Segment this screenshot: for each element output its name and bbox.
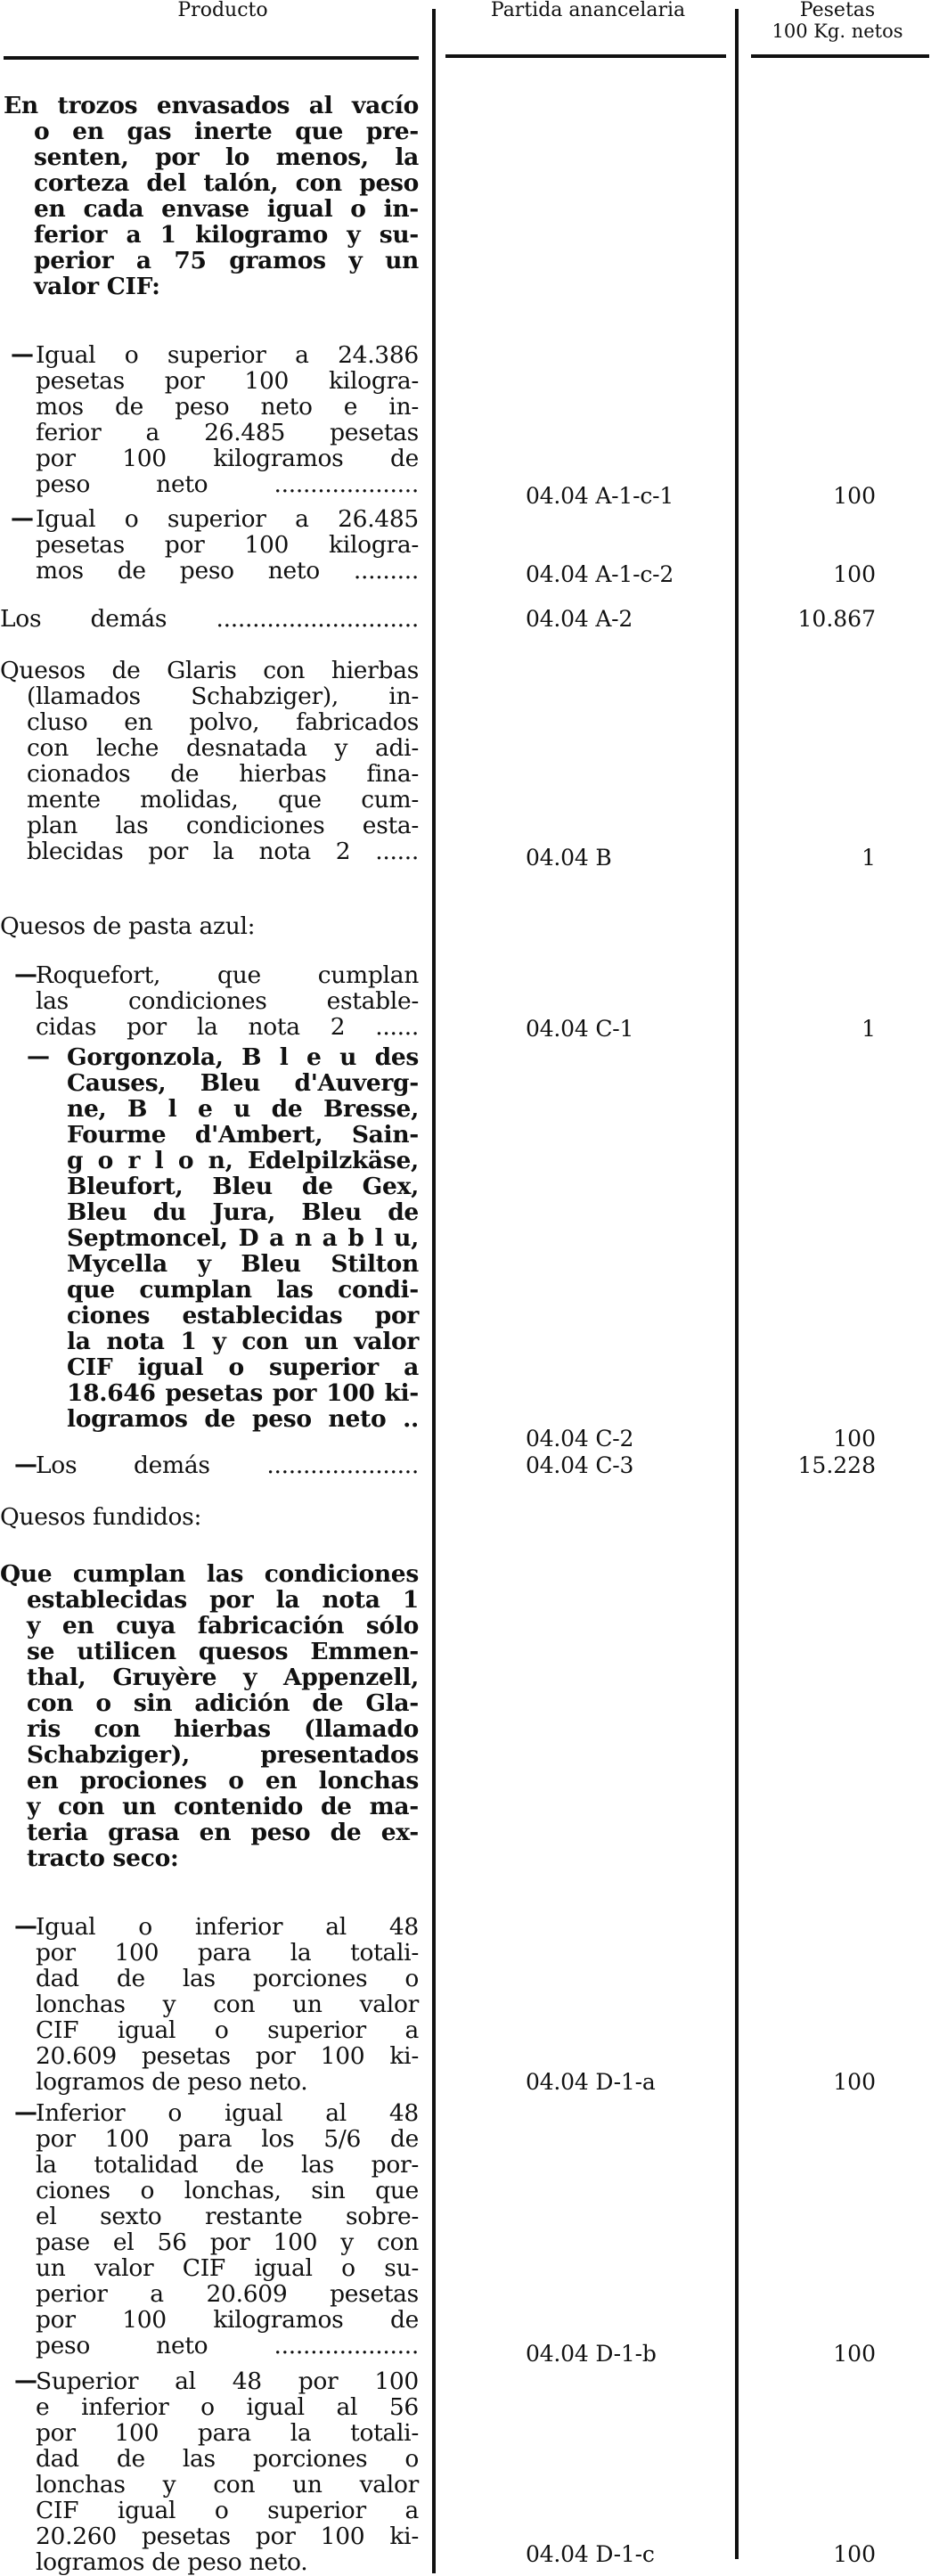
product-description-line: CIF igual o superior a	[67, 1353, 419, 1381]
tariff-code: 04.04 A-1-c-1	[526, 483, 674, 509]
bullet-dash: —	[14, 1452, 37, 1478]
product-description-line: logramos de peso neto.	[36, 2548, 308, 2576]
product-description-line: las condiciones estable-	[36, 987, 419, 1015]
product-description-line: por 100 kilogramos de	[36, 445, 419, 472]
product-description-line: Schabziger), presentados	[27, 1741, 419, 1769]
pesetas-value: 15.228	[797, 1452, 876, 1478]
tariff-code: 04.04 D-1-b	[526, 2341, 657, 2367]
product-description-line: Quesos de Glaris con hierbas	[0, 657, 419, 684]
product-description-line: con leche desnatada y adi-	[27, 734, 419, 762]
product-description-line: ris con hierbas (llamado	[27, 1715, 419, 1743]
tariff-code: 04.04 D-1-a	[526, 2069, 656, 2095]
product-description-line: Quesos de pasta azul:	[0, 912, 256, 940]
header-partida-arancelaria: Partida anancelaria	[490, 0, 686, 21]
product-description-line: Fourme d'Ambert, Sain-	[67, 1121, 419, 1149]
header-rule-partida	[445, 54, 726, 58]
product-description-line: ciones o lonchas, sin que	[36, 2177, 419, 2204]
product-description-line: Igual o inferior al 48	[36, 1913, 419, 1941]
product-description-line: Septmoncel, D a n a b l u,	[67, 1224, 419, 1252]
tariff-code: 04.04 B	[526, 845, 612, 871]
product-description-line: peso neto ....................	[36, 2332, 419, 2359]
product-description-line: establecidas por la nota 1	[27, 1586, 419, 1614]
header-producto: Producto	[177, 0, 268, 21]
product-description-line: CIF igual o superior a	[36, 2016, 419, 2044]
pesetas-value: 100	[833, 2541, 876, 2567]
header-pesetas: Pesetas	[799, 0, 876, 21]
product-description-line: En trozos envasados al vacío	[4, 92, 419, 119]
product-description-line: por 100 para la totali-	[36, 1939, 419, 1967]
product-description-line: Los demás .....................	[36, 1452, 419, 1479]
product-description-line: o en gas inerte que pre-	[34, 118, 419, 145]
product-description-line: el sexto restante sobre-	[36, 2203, 419, 2230]
product-description-line: Causes, Bleu d'Auverg-	[67, 1069, 419, 1097]
product-description-line: valor CIF:	[34, 273, 160, 300]
product-description-line: y con un contenido de ma-	[27, 1793, 419, 1820]
product-description-line: pase el 56 por 100 y con	[36, 2228, 419, 2256]
product-description-line: tracto seco:	[27, 1844, 179, 1872]
product-description-line: en prociones o en lonchas	[27, 1767, 419, 1795]
bullet-dash: —	[11, 505, 34, 532]
product-description-line: un valor CIF igual o su-	[36, 2254, 419, 2282]
product-description-line: thal, Gruyère y Appenzell,	[27, 1664, 419, 1691]
product-description-line: por 100 para los 5/6 de	[36, 2125, 419, 2153]
product-description-line: logramos de peso neto.	[36, 2068, 308, 2096]
bullet-dash: —	[14, 2367, 37, 2394]
product-description-line: logramos de peso neto ..	[67, 1405, 419, 1433]
product-description-line: Inferior o igual al 48	[36, 2099, 419, 2127]
product-description-line: Que cumplan las condiciones	[0, 1560, 419, 1588]
pesetas-value: 100	[833, 1426, 876, 1452]
product-description-line: en cada envase igual o in-	[34, 195, 419, 223]
product-description-line: 20.609 pesetas por 100 ki-	[36, 2042, 419, 2070]
product-description-line: g o r l o n, Edelpilzkäse,	[67, 1147, 419, 1174]
product-description-line: Superior al 48 por 100	[36, 2367, 419, 2395]
product-description-line: pesetas por 100 kilogra-	[36, 531, 419, 559]
pesetas-value: 100	[833, 2341, 876, 2367]
bullet-dash: —	[14, 2099, 37, 2126]
product-description-line: lonchas y con un valor	[36, 1991, 419, 2018]
product-description-line: y en cuya fabricación sólo	[27, 1612, 419, 1640]
tariff-code: 04.04 D-1-c	[526, 2541, 655, 2567]
product-description-line: perior a 75 gramos y un	[34, 247, 419, 274]
product-description-line: corteza del talón, con peso	[34, 169, 419, 197]
product-description-line: mente molidas, que cum-	[27, 786, 419, 814]
tariff-code: 04.04 A-1-c-2	[526, 561, 674, 587]
product-description-line: (llamados Schabziger), in-	[27, 683, 419, 710]
product-description-line: la totalidad de las por-	[36, 2151, 419, 2179]
product-description-line: e inferior o igual al 56	[36, 2393, 419, 2421]
product-description-line: dad de las porciones o	[36, 2445, 419, 2473]
product-description-line: cionados de hierbas fina-	[27, 760, 419, 788]
product-description-line: senten, por lo menos, la	[34, 143, 419, 171]
product-description-line: 18.646 pesetas por 100 ki-	[67, 1379, 419, 1407]
product-description-line: blecidas por la nota 2 ......	[27, 838, 419, 865]
bullet-dash: —	[14, 961, 37, 988]
product-description-line: Mycella y Bleu Stilton	[67, 1250, 419, 1278]
product-description-line: que cumplan las condi-	[67, 1276, 419, 1304]
product-description-line: teria grasa en peso de ex-	[27, 1819, 419, 1846]
product-description-line: ne, B l e u de Bresse,	[67, 1095, 419, 1123]
header-rule-pesetas	[751, 54, 929, 58]
product-description-line: cluso en polvo, fabricados	[27, 708, 419, 736]
product-description-line: Los demás ............................	[0, 605, 419, 633]
product-description-line: lonchas y con un valor	[36, 2471, 419, 2498]
pesetas-value: 1	[862, 845, 876, 871]
product-description-line: ciones establecidas por	[67, 1302, 419, 1329]
product-description-line: Bleu du Jura, Bleu de	[67, 1198, 419, 1226]
product-description-line: pesetas por 100 kilogra-	[36, 367, 419, 395]
product-description-line: Quesos fundidos:	[0, 1503, 202, 1531]
product-description-line: dad de las porciones o	[36, 1965, 419, 1992]
product-description-line: Bleufort, Bleu de Gex,	[67, 1173, 419, 1200]
product-description-line: se utilicen quesos Emmen-	[27, 1638, 419, 1665]
pesetas-value: 100	[833, 561, 876, 587]
product-description-line: ferior a 26.485 pesetas	[36, 419, 419, 446]
product-description-line: Igual o superior a 24.386	[36, 341, 419, 369]
column-divider-2	[735, 9, 739, 2559]
product-description-line: Roquefort, que cumplan	[36, 961, 419, 989]
pesetas-value: 1	[862, 1016, 876, 1042]
product-description-line: con o sin adición de Gla-	[27, 1689, 419, 1717]
pesetas-value: 10.867	[797, 606, 876, 632]
product-description-line: CIF igual o superior a	[36, 2497, 419, 2524]
product-description-line: la nota 1 y con un valor	[67, 1328, 419, 1355]
product-description-line: por 100 para la totali-	[36, 2419, 419, 2447]
bullet-dash: —	[14, 1913, 37, 1940]
product-description-line: mos de peso neto e in-	[36, 393, 419, 421]
tariff-code: 04.04 C-1	[526, 1016, 634, 1042]
product-description-line: 20.260 pesetas por 100 ki-	[36, 2523, 419, 2550]
product-description-line: por 100 kilogramos de	[36, 2306, 419, 2334]
product-description-line: peso neto ....................	[36, 470, 419, 498]
column-divider-1	[432, 9, 436, 2573]
tariff-code: 04.04 C-3	[526, 1452, 634, 1478]
tariff-code: 04.04 C-2	[526, 1426, 634, 1452]
header-pesetas-unit: 100 Kg. netos	[772, 20, 903, 42]
pesetas-value: 100	[833, 2069, 876, 2095]
bullet-dash: —	[11, 341, 34, 368]
product-description-line: Gorgonzola, B l e u des	[67, 1043, 419, 1071]
product-description-line: ferior a 1 kilogramo y su-	[34, 221, 419, 249]
product-description-line: cidas por la nota 2 ......	[36, 1013, 419, 1041]
pesetas-value: 100	[833, 483, 876, 509]
tariff-code: 04.04 A-2	[526, 606, 633, 632]
product-description-line: mos de peso neto .........	[36, 557, 419, 585]
header-rule-producto	[4, 56, 419, 60]
product-description-line: Igual o superior a 26.485	[36, 505, 419, 533]
bullet-dash: —	[27, 1043, 50, 1070]
product-description-line: perior a 20.609 pesetas	[36, 2280, 419, 2308]
product-description-line: plan las condiciones esta-	[27, 812, 419, 839]
